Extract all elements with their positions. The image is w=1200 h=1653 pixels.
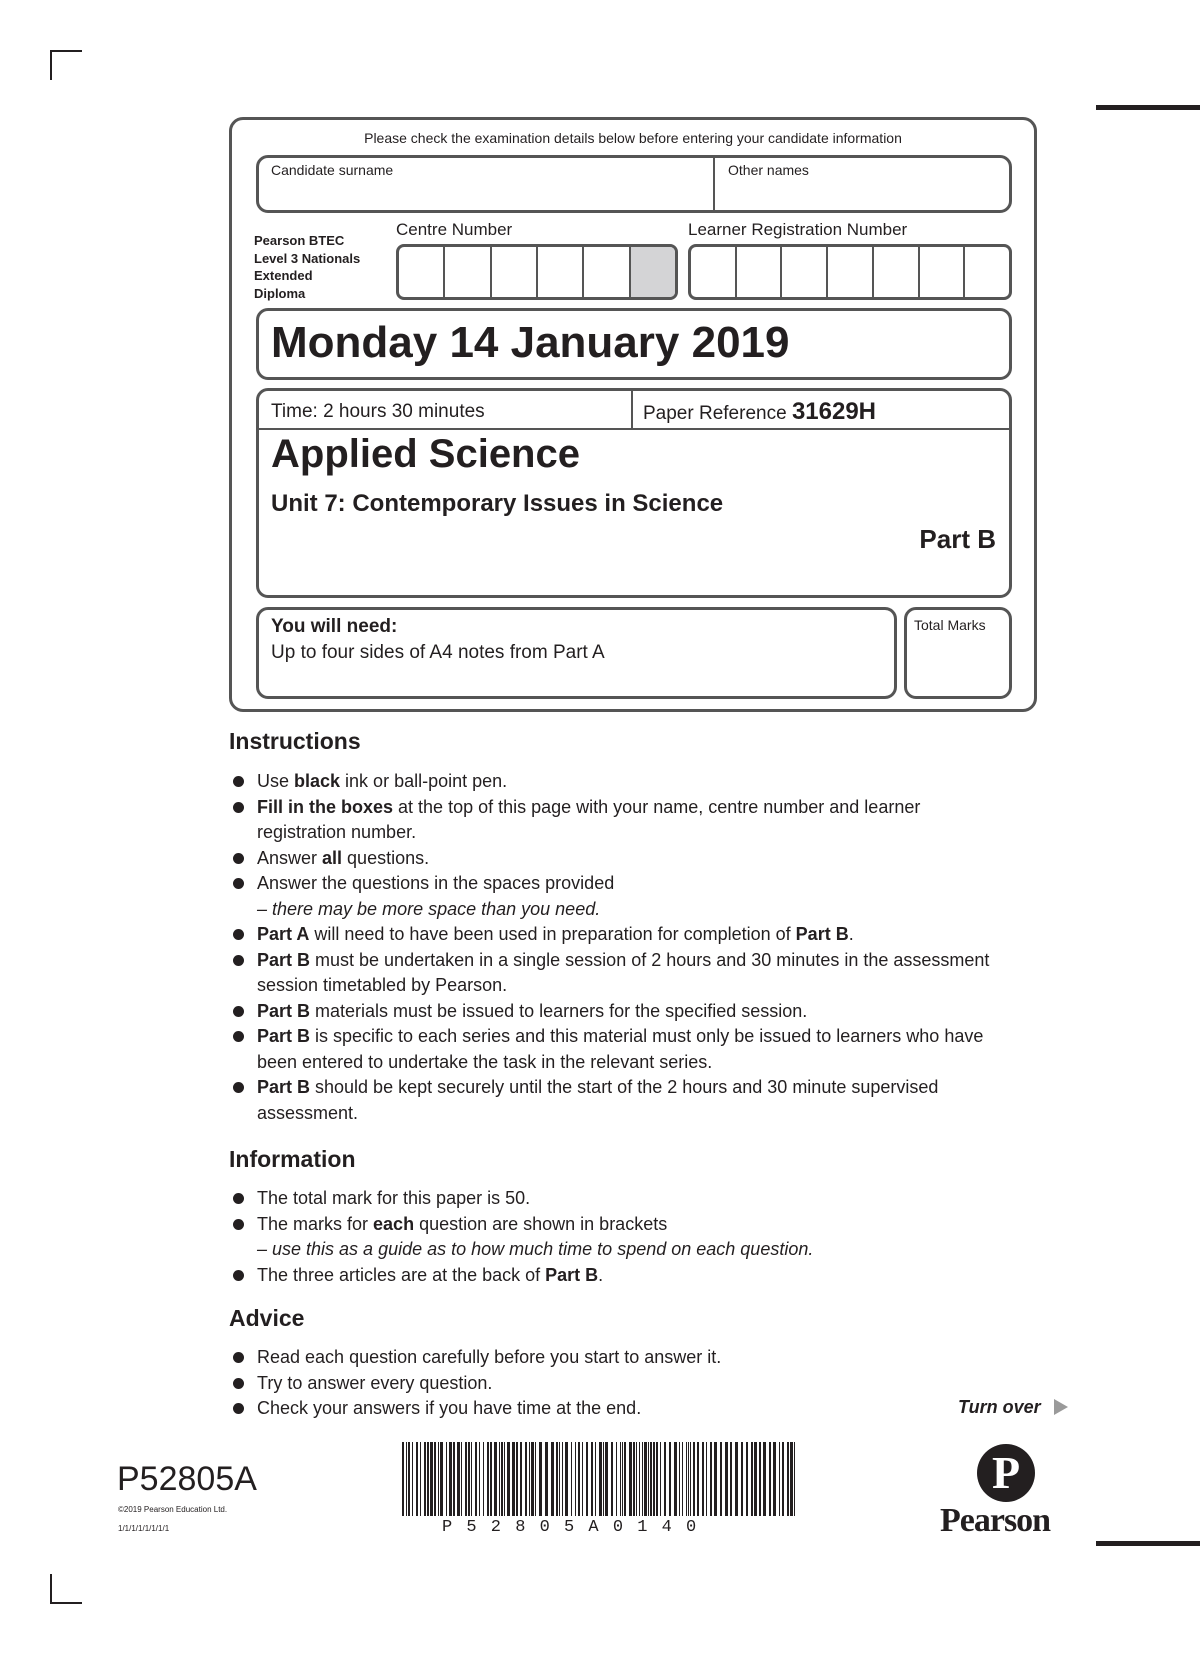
list-item: Part B should be kept securely until the start of the 2 hours and 30 minute supervised assessment. (229, 1075, 1009, 1126)
barcode-bar (730, 1442, 732, 1516)
time-row-divider (259, 428, 1009, 430)
learner-registration-digit[interactable] (874, 247, 920, 297)
barcode-bar (471, 1442, 472, 1516)
list-item: Answer all questions. (229, 846, 1009, 872)
barcode-bar (499, 1442, 500, 1516)
barcode-bar (714, 1442, 717, 1516)
barcode-bar (636, 1442, 637, 1516)
barcode-bar (575, 1442, 576, 1516)
centre-number-digit-shaded (631, 247, 675, 297)
barcode-bar (702, 1442, 704, 1516)
subject-title: Applied Science (271, 432, 580, 476)
edge-mark-top-right (1096, 105, 1200, 110)
centre-number-label: Centre Number (396, 220, 513, 239)
advice-heading: Advice (229, 1305, 305, 1331)
centre-number-digit[interactable] (445, 247, 491, 297)
barcode-bar (430, 1442, 433, 1516)
pearson-logo-letter: P (991, 1447, 1021, 1498)
edge-mark-bottom-right (1096, 1541, 1200, 1546)
barcode-bar (611, 1442, 613, 1516)
candidate-surname-label: Candidate surname (271, 162, 394, 178)
barcode-bar (586, 1442, 588, 1516)
learner-registration-digit[interactable] (782, 247, 828, 297)
unit-title: Unit 7: Contemporary Issues in Science (271, 490, 724, 517)
advice-list (229, 1345, 909, 1422)
list-item: Use black ink or ball-point pen. (229, 769, 1009, 795)
barcode-bar (487, 1442, 489, 1516)
barcode-bar (453, 1442, 455, 1516)
paper-reference-code: 31629H (791, 398, 877, 425)
list-item: Fill in the boxes at the top of this page with your name, centre number and learner registration number. (229, 795, 1009, 846)
crop-mark-bottom-left (50, 1574, 82, 1604)
turn-over-arrow-icon (1054, 1399, 1068, 1415)
barcode-bar (420, 1442, 421, 1516)
barcode-bar (427, 1442, 429, 1516)
barcode-bar (794, 1442, 795, 1516)
barcode-bar (697, 1442, 699, 1516)
barcode-bar (720, 1442, 722, 1516)
barcode-bar (578, 1442, 580, 1516)
print-code: 1/1/1/1/1/1/1/1 (118, 1524, 170, 1533)
paper-reference-label: Paper Reference (643, 403, 787, 424)
learner-registration-digit[interactable] (828, 247, 874, 297)
centre-number-digit[interactable] (492, 247, 538, 297)
barcode-bar (516, 1442, 518, 1516)
barcode-bar (735, 1442, 738, 1516)
barcode-bar (754, 1442, 757, 1516)
barcode-bar (571, 1442, 572, 1516)
barcode-bar (494, 1442, 497, 1516)
crop-mark-top-left (50, 50, 82, 80)
barcode-bar (706, 1442, 707, 1516)
list-item: Part B must be undertaken in a single session of 2 hours and 30 minutes in the assessment session timetabled by Pearson. (229, 948, 1009, 999)
total-marks-label: Total Marks (914, 617, 986, 633)
information-heading: Information (229, 1146, 356, 1172)
barcode-bar (449, 1442, 452, 1516)
instructions-heading: Instructions (229, 728, 361, 754)
barcode-bar (629, 1442, 632, 1516)
barcode-bar (501, 1442, 503, 1516)
barcode-bar (412, 1442, 413, 1516)
barcode-bar (529, 1442, 530, 1516)
learner-registration-digit[interactable] (691, 247, 737, 297)
barcode-bar (440, 1442, 443, 1516)
barcode-bar (603, 1442, 604, 1516)
list-item: Answer the questions in the spaces provided – there may be more space than you need. (229, 871, 1009, 922)
other-names-field[interactable] (717, 182, 1007, 210)
barcode-bar (682, 1442, 683, 1516)
barcode-bar (525, 1442, 527, 1516)
barcode-bar (599, 1442, 602, 1516)
barcode-bar (520, 1442, 522, 1516)
barcode-bar (556, 1442, 558, 1516)
instructions-list (229, 769, 1009, 1126)
barcode-bar (674, 1442, 677, 1516)
barcode-bar (779, 1442, 780, 1516)
barcode-bar (446, 1442, 447, 1516)
barcode-bar (457, 1442, 460, 1516)
list-item: The marks for each question are shown in brackets – use this as a guide as to how much time to spend on each question. (229, 1212, 1009, 1263)
qualification-line: Pearson BTEC (254, 233, 345, 248)
barcode-bar (539, 1442, 542, 1516)
centre-number-boxes[interactable] (396, 244, 678, 300)
you-will-need-text: Up to four sides of A4 notes from Part A (271, 642, 605, 663)
barcode-bar (642, 1442, 643, 1516)
learner-registration-boxes[interactable] (688, 244, 1012, 300)
part-label: Part B (919, 524, 996, 554)
barcode-bar (475, 1442, 477, 1516)
learner-registration-digit[interactable] (965, 247, 1009, 297)
barcode-bar (616, 1442, 617, 1516)
time-ref-divider (631, 391, 633, 429)
list-item: The total mark for this paper is 50. (229, 1186, 1009, 1212)
barcode-bar (686, 1442, 687, 1516)
list-item: Check your answers if you have time at the end. (229, 1396, 909, 1422)
barcode-bar (751, 1442, 753, 1516)
centre-number-digit[interactable] (538, 247, 584, 297)
barcode-bar (644, 1442, 647, 1516)
turn-over (958, 1397, 1068, 1418)
barcode-bar (461, 1442, 462, 1516)
barcode-bar (591, 1442, 593, 1516)
barcode-bar (656, 1442, 658, 1516)
paper-code: P52805A (117, 1460, 257, 1498)
barcode-bar (582, 1442, 583, 1516)
check-note: Please check the examination details below before entering your candidate information (364, 130, 902, 146)
copyright: ©2019 Pearson Education Ltd. (118, 1505, 228, 1514)
barcode-bar (512, 1442, 515, 1516)
other-names-label: Other names (728, 162, 809, 178)
barcode-bar (660, 1442, 661, 1516)
barcode-bar (741, 1442, 743, 1516)
barcode-bar (710, 1442, 712, 1516)
pearson-logo-icon (977, 1444, 1035, 1502)
barcode-bar (595, 1442, 596, 1516)
qualification-line: Extended (254, 268, 313, 283)
barcode-bar (424, 1442, 426, 1516)
barcode-bar (605, 1442, 608, 1516)
pearson-brand: Pearson (940, 1502, 1051, 1539)
barcode-bar (650, 1442, 652, 1516)
paper-reference (643, 398, 876, 426)
barcode-text: P 5 2 8 0 5 A 0 1 4 0 (442, 1518, 699, 1537)
candidate-surname-field[interactable] (259, 182, 709, 210)
barcode-bar (620, 1442, 621, 1516)
qualification-block (254, 232, 360, 302)
barcode-bar (402, 1442, 404, 1516)
barcode-bar (531, 1442, 534, 1516)
centre-number-digit[interactable] (584, 247, 630, 297)
exam-date: Monday 14 January 2019 (271, 318, 790, 367)
qualification-line: Diploma (254, 285, 306, 301)
barcode-bar (648, 1442, 649, 1516)
barcode-bar (679, 1442, 680, 1516)
name-fields-divider (713, 158, 715, 210)
barcode (400, 1442, 800, 1520)
barcode-bar (438, 1442, 439, 1516)
centre-number-digit[interactable] (399, 247, 445, 297)
you-will-need-label: You will need: (271, 616, 398, 637)
barcode-bar (622, 1442, 623, 1516)
learner-registration-digit[interactable] (737, 247, 783, 297)
barcode-bar (434, 1442, 436, 1516)
barcode-bar (725, 1442, 728, 1516)
barcode-bar (406, 1442, 407, 1516)
barcode-bar (408, 1442, 410, 1516)
barcode-bar (653, 1442, 655, 1516)
barcode-bar (551, 1442, 554, 1516)
barcode-bar (490, 1442, 492, 1516)
turn-over-label: Turn over (958, 1397, 1041, 1417)
barcode-bar (664, 1442, 666, 1516)
barcode-bar (693, 1442, 695, 1516)
barcode-bar (479, 1442, 480, 1516)
list-item: Part B is specific to each series and this material must only be issued to learners who have been entered to undertake the task in the relevant series. (229, 1024, 1009, 1075)
barcode-bar (483, 1442, 484, 1516)
barcode-bar (669, 1442, 671, 1516)
barcode-bar (545, 1442, 548, 1516)
barcode-bar (790, 1442, 793, 1516)
barcode-bar (468, 1442, 470, 1516)
barcode-bar (565, 1442, 568, 1516)
barcode-bar (782, 1442, 784, 1516)
list-item: Part B materials must be issued to learners for the specified session. (229, 999, 1009, 1025)
barcode-bar (507, 1442, 510, 1516)
barcode-bar (688, 1442, 689, 1516)
information-list (229, 1186, 1009, 1288)
exam-time: Time: 2 hours 30 minutes (271, 401, 485, 422)
list-item: Part A will need to have been used in preparation for completion of Part B. (229, 922, 1009, 948)
barcode-bar (416, 1442, 418, 1516)
list-item: The three articles are at the back of Part B. (229, 1263, 1009, 1289)
barcode-bar (763, 1442, 766, 1516)
qualification-line: Level 3 Nationals (254, 250, 361, 266)
barcode-bar (535, 1442, 536, 1516)
learner-registration-label: Learner Registration Number (688, 220, 908, 239)
barcode-bar (562, 1442, 563, 1516)
barcode-bar (746, 1442, 748, 1516)
barcode-bar (639, 1442, 640, 1516)
barcode-bar (465, 1442, 467, 1516)
learner-registration-digit[interactable] (920, 247, 966, 297)
barcode-bar (690, 1442, 691, 1516)
barcode-bar (504, 1442, 505, 1516)
barcode-bar (787, 1442, 789, 1516)
list-item: Read each question carefully before you start to answer it. (229, 1345, 909, 1371)
barcode-bar (769, 1442, 771, 1516)
barcode-bar (773, 1442, 776, 1516)
list-item: Try to answer every question. (229, 1371, 909, 1397)
barcode-bar (759, 1442, 761, 1516)
barcode-bar (559, 1442, 560, 1516)
barcode-bar (624, 1442, 626, 1516)
barcode-bar (633, 1442, 635, 1516)
